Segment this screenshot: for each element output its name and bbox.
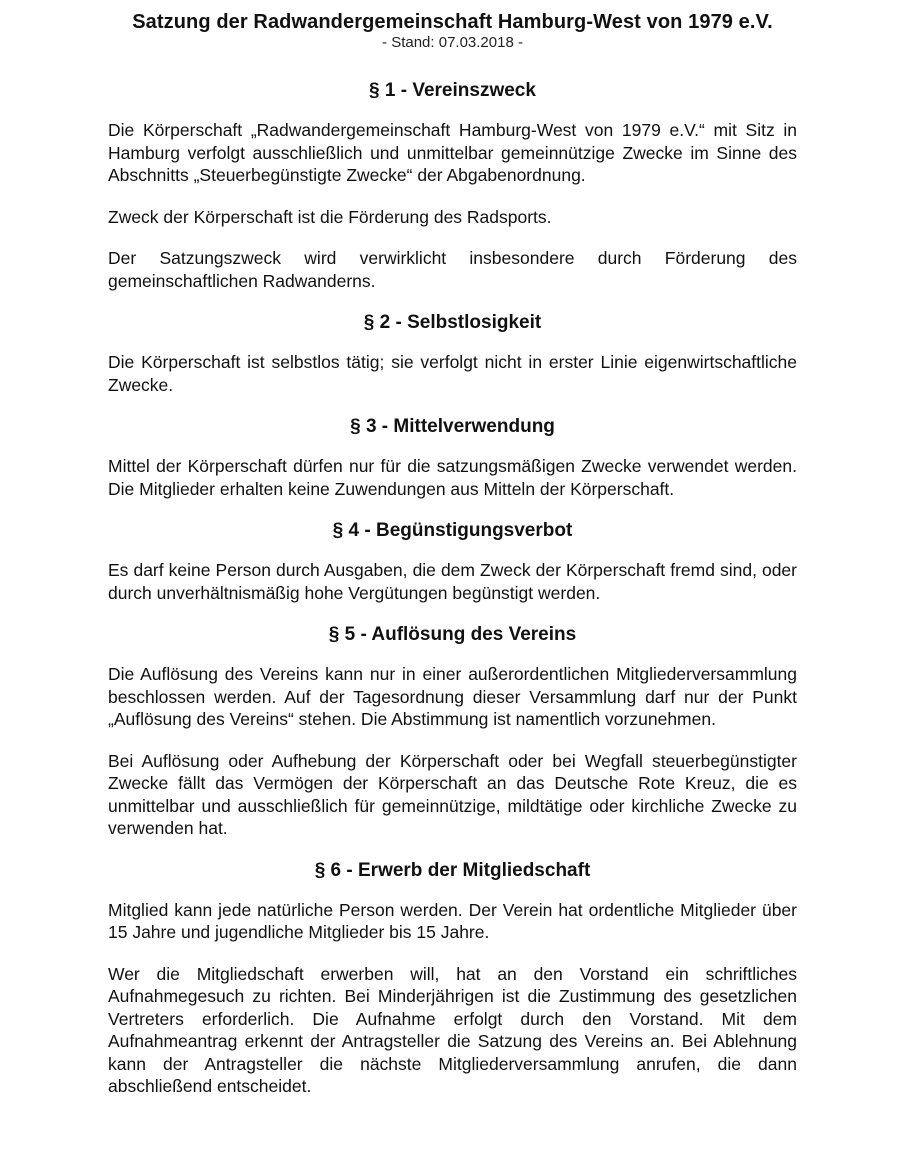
paragraph: Die Körperschaft „Radwandergemeinschaft Hamburg-West von 1979 e.V.“ mit Sitz in Hamburg verfolgt ausschließlich und unmittelbar gemeinnützige Zwecke im Sinne des Abschnitts „Steuerbegünstigte Zwecke“ der Abgabenordnung. (108, 120, 797, 185)
section-beguenstigungsverbot (108, 519, 797, 604)
paragraph: Mitglied kann jede natürliche Person werden. Der Verein hat ordentliche Mitglieder über 15 Jahre und jugendliche Mitglieder bis 15 Jahre. (108, 899, 797, 942)
paragraph: Die Auflösung des Vereins kann nur in einer außerordentlichen Mitgliederversammlung beschlossen werden. Auf der Tagesordnung dieser Versammlung darf nur der Punkt „Auflösung des Vereins“ stehen. Die Abstimmung ist namentlich vorzunehmen. (108, 664, 797, 729)
document-title: Satzung der Radwandergemeinschaft Hamburg-West von 1979 e.V. (132, 11, 773, 33)
section-mitgliedschaft (108, 859, 797, 1098)
paragraph: Bei Auflösung oder Aufhebung der Körperschaft oder bei Wegfall steuerbegünstigter Zwecke fällt das Vermögen der Körperschaft an das Deutsche Rote Kreuz, die es unmittelbar und ausschließlich für gemeinnützige, mildtätige oder kirchliche Zwecke zu verwenden hat. (108, 750, 797, 838)
section-vereinszweck (108, 79, 797, 292)
section-aufloesung (108, 623, 797, 840)
paragraph: Mittel der Körperschaft dürfen nur für die satzungsmäßigen Zwecke verwendet werden. Die Mitglieder erhalten keine Zuwendungen aus Mitteln der Körperschaft. (108, 456, 797, 499)
section-heading: § 3 - Mittelverwendung (350, 416, 555, 437)
section-heading: § 2 - Selbstlosigkeit (363, 312, 542, 333)
section-mittelverwendung (108, 415, 797, 500)
section-selbstlosigkeit (108, 311, 797, 396)
paragraph: Es darf keine Person durch Ausgaben, die dem Zweck der Körperschaft fremd sind, oder durch unverhältnismäßig hohe Vergütungen begünstigt werden. (108, 560, 797, 603)
paragraph: Wer die Mitgliedschaft erwerben will, hat an den Vorstand ein schriftliches Aufnahmegesuch zu richten. Bei Minderjährigen ist die Zustimmung des gesetzlichen Vertreters erforderlich. Die Aufnahme erfolgt durch den Vorstand. Mit dem Aufnahmeantrag erkennt der Antragsteller die Satzung des Vereins an. Bei Ablehnung kann der Antragsteller die nächste Mitgliederversammlung anrufen, die dann abschließend entscheidet. (108, 963, 797, 1096)
paragraph: Der Satzungszweck wird verwirklicht insbesondere durch Förderung des gemeinschaftlichen Radwanderns. (108, 248, 797, 291)
section-heading: § 6 - Erwerb der Mitgliedschaft (314, 859, 591, 881)
paragraph: Zweck der Körperschaft ist die Förderung des Radsports. (108, 206, 552, 227)
document-date: - Stand: 07.03.2018 - (382, 34, 523, 51)
section-heading: § 4 - Begünstigungsverbot (332, 520, 573, 541)
paragraph: Die Körperschaft ist selbstlos tätig; sie verfolgt nicht in erster Linie eigenwirtschaftliche Zwecke. (108, 352, 797, 395)
section-heading: § 1 - Vereinszweck (369, 80, 536, 101)
section-heading: § 5 - Auflösung des Vereins (328, 624, 577, 645)
